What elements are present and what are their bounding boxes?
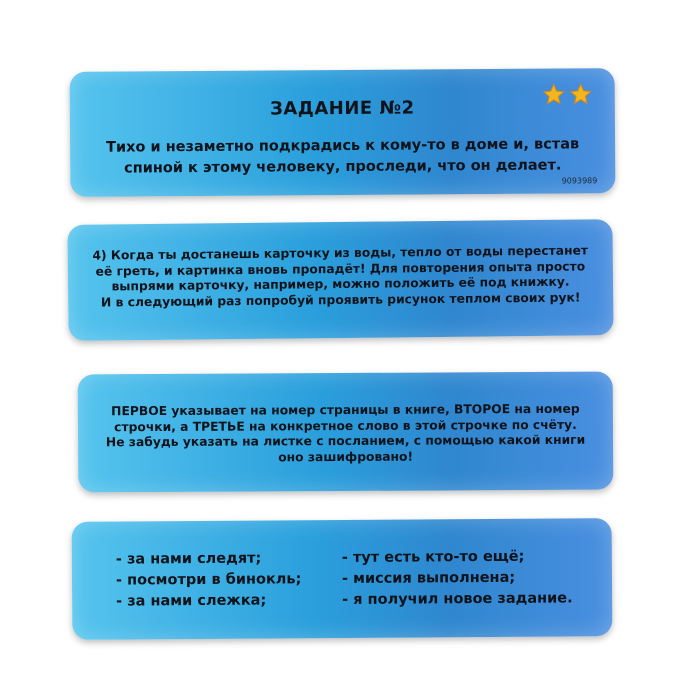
phrase-list-right bbox=[342, 546, 573, 611]
list-item: - за нами следят; bbox=[115, 550, 262, 568]
instruction-card bbox=[67, 219, 613, 341]
text-fragment: указывает на номер страницы в книге, bbox=[167, 402, 455, 418]
list-item: - я получил новое задание. bbox=[342, 590, 573, 608]
product-code: 9093989 bbox=[561, 176, 598, 186]
list-item: - тут есть кто-то ещё; bbox=[341, 548, 525, 567]
keyword-second: ВТОРОЕ bbox=[453, 402, 511, 417]
task-title: ЗАДАНИЕ №2 bbox=[269, 97, 415, 120]
text-line: её греть, и картинка вновь пропадёт! Для повторения опыта просто bbox=[95, 258, 586, 279]
text-line: 4) Когда ты достанешь карточку из воды, тепло от воды перестанет bbox=[92, 243, 589, 263]
text-fragment: на номер bbox=[510, 401, 580, 417]
keyword-first: ПЕРВОЕ bbox=[111, 403, 168, 419]
task-line: Тихо и незаметно подкрадись к кому-то в доме и, встав bbox=[105, 136, 580, 156]
list-item: - за нами слежка; bbox=[116, 592, 267, 610]
phrase-list-left bbox=[116, 548, 302, 612]
phrases-card bbox=[72, 518, 613, 640]
list-item: - посмотри в бинокль; bbox=[115, 571, 302, 589]
text-fragment: строчки, а bbox=[114, 419, 193, 434]
text-line: оно зашифровано! bbox=[278, 449, 414, 464]
text-fragment: на конкретное слово в этой строчке по счёту. bbox=[244, 417, 577, 434]
task-line: спиной к этому человеку, проследи, что он делает. bbox=[124, 157, 562, 177]
text-line: И в следующий раз попробуй проявить рисунок теплом своих рук! bbox=[100, 289, 581, 310]
list-item: - миссия выполнена; bbox=[341, 569, 516, 587]
instruction-text bbox=[92, 243, 590, 310]
text-line: Не забудь указать на листке с посланием, с помощью какой книги bbox=[105, 432, 586, 450]
keyword-third: ТРЕТЬЕ bbox=[192, 419, 245, 434]
cipher-text bbox=[102, 402, 589, 467]
cipher-card bbox=[78, 372, 614, 493]
task-card bbox=[70, 68, 616, 197]
text-line: выпрями карточку, например, можно положить её под книжку. bbox=[111, 274, 570, 294]
task-description bbox=[96, 134, 589, 179]
